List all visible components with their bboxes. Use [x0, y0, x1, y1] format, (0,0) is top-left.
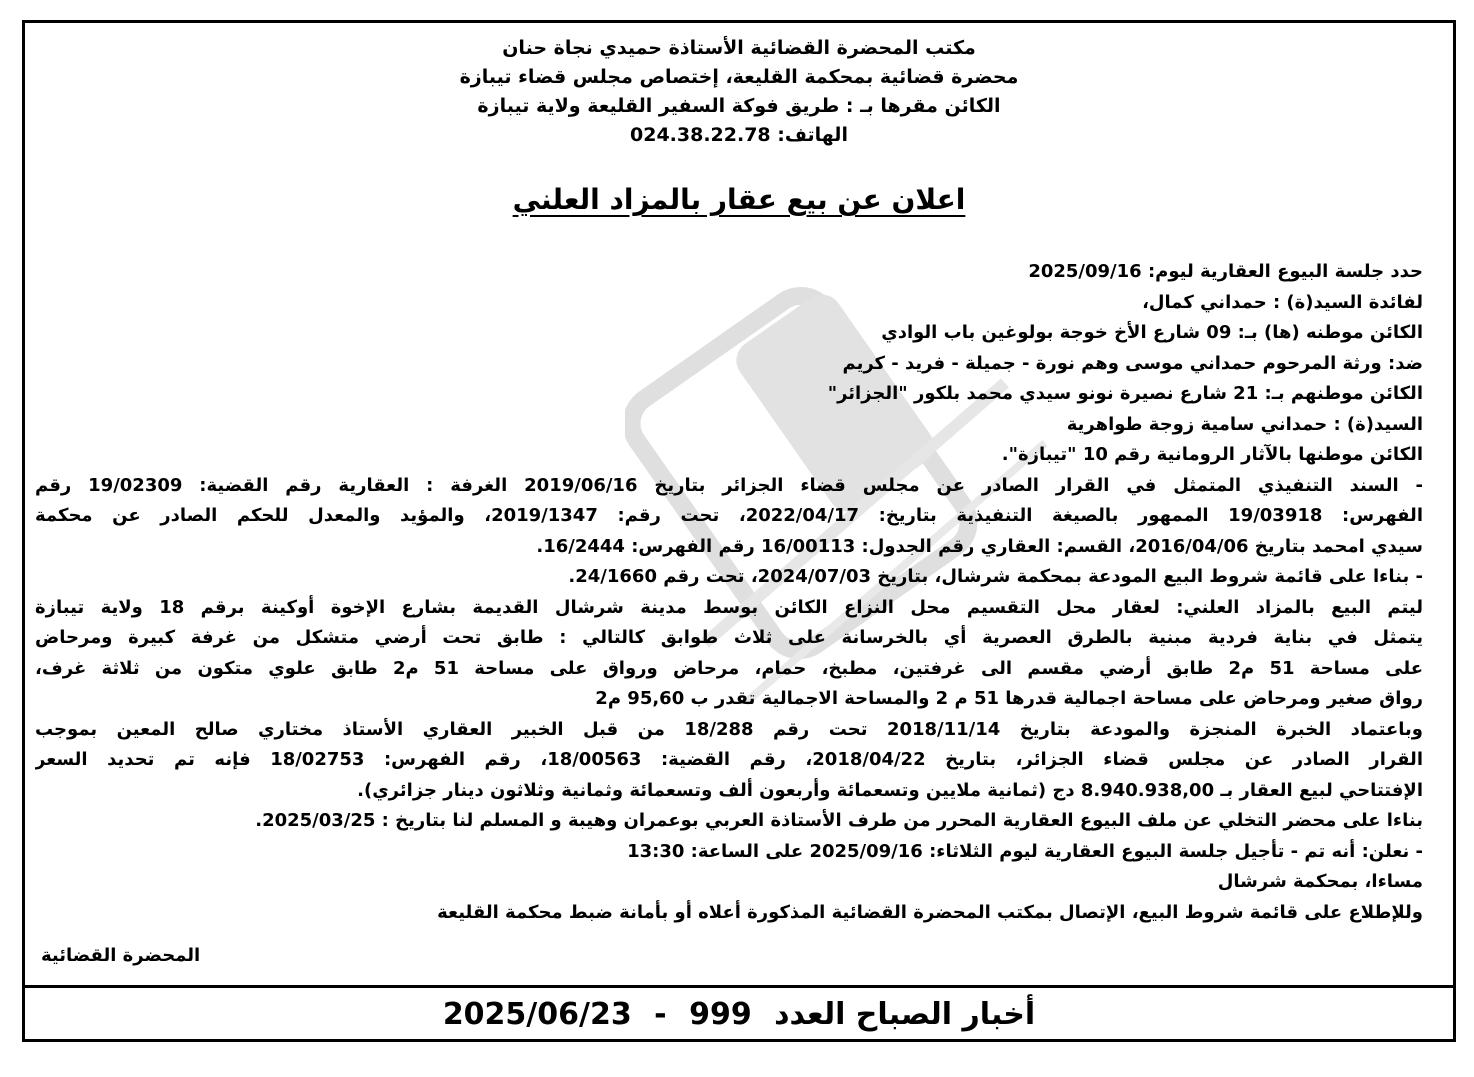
body-line: - السند التنفيذي المتمثل في القرار الصادر عن مجلس قضاء الجزائر بتاريخ 2019/06/16 الغرفة : العقارية رقم القضية: 19/02309 رقم [35, 474, 1423, 496]
body-line: الكائن موطنها بالآثار الرومانية رقم 10 "تيبازة". [1001, 444, 1423, 465]
announcement-body [35, 257, 1423, 928]
body-line: السيد(ة) : حمداني سامية زوجة طواهرية [1066, 413, 1423, 435]
header-phone: الهاتف: 024.38.22.78 [630, 124, 848, 146]
body-line: ليتم البيع بالمزاد العلني: لعقار محل التقسيم محل النزاع الكائن بوسط مدينة شرشال القديمة بشارع الإخوة أوكينة برقم 18 ولاية تيبازة [35, 596, 1423, 618]
body-line: ضد: ورثة المرحوم حمداني موسى وهم نورة - جميلة - فريد - كريم [842, 352, 1423, 374]
body-line: الكائن موطنه (ها) بـ: 09 شارع الأخ خوجة بولوغين باب الوادي [881, 322, 1423, 343]
body-line: القرار الصادر عن مجلس قضاء الجزائر، بتاريخ 2018/04/22، رقم القضية: 18/00563، رقم الفهرس: 18/02753 فإنه تم تحديد السعر [35, 749, 1423, 770]
body-line: - نعلن: أنه تم - تأجيل جلسة البيوع العقارية ليوم الثلاثاء: 2025/09/16 على الساعة: 13:30 [627, 840, 1423, 862]
body-line: وللإطلاع على قائمة شروط البيع، الإتصال بمكتب المحضرة القضائية المذكورة أعلاه أو بأمانة ضبط محكمة القليعة [437, 901, 1423, 923]
header-office-name: مكتب المحضرة القضائية الأستاذة حميدي نجاة حنان [502, 37, 976, 59]
newspaper-footer [25, 993, 1453, 1037]
body-line: مساءا، بمحكمة شرشال [1217, 871, 1423, 892]
footer-separator: - [654, 997, 667, 1032]
body-line: - بناءا على قائمة شروط البيع المودعة بمحكمة شرشال، بتاريخ 2024/07/03، تحت رقم 24/1660. [568, 566, 1423, 587]
body-line: رواق صغير ومرحاض على مساحة اجمالية قدرها 51 م 2 والمساحة الاجمالية تقدر ب 95,60 م2 [595, 688, 1423, 709]
signature: المحضرة القضائية [41, 945, 201, 966]
body-line: سيدي امحمد بتاريخ 2016/04/06، القسم: العقاري رقم الجدول: 16/00113 رقم الفهرس: 16/2444. [536, 535, 1423, 557]
body-line: على مساحة 51 م2 طابق أرضي مقسم الى غرفتين، مطبخ، حمام، مرحاض ورواق على مساحة 51 م2 طابق علوي متكون من ثلاثة غرف، [35, 657, 1423, 679]
body-line: لفائدة السيد(ة) : حمداني كمال، [1142, 291, 1423, 313]
body-line: يتمثل في بناية فردية مبنية بالطرق العصرية أي بالخرسانة على ثلاث طوابق كالتالي : طابق تحت أرضي متشكل من غرفة كبيرة ومرحاض [35, 627, 1423, 648]
announcement-title: اعلان عن بيع عقار بالمزاد العلني [512, 183, 966, 216]
footer-divider [25, 985, 1453, 988]
body-line: الإفتتاحي لبيع العقار بـ 8.940.938,00 دج (ثمانية ملايين وتسعمائة وأربعون ألف وتسعمائة وثمانية وثلاثون دينار جزائري). [357, 779, 1423, 801]
body-line: وباعتماد الخبرة المنجزة والمودعة بتاريخ 2018/11/14 تحت رقم 18/288 من قبل الخبير العقاري الأستاذ مختاري صالح المعين بموجب [35, 718, 1423, 740]
body-line: الفهرس: 19/03918 الممهور بالصيغة التنفيذية بتاريخ: 2022/04/17، تحت رقم: 2019/1347، والمؤيد والمعدل للحكم الصادر عن محكمة [35, 505, 1423, 526]
footer-date: 2025/06/23 [442, 997, 632, 1032]
header-address: الكائن مقرها بـ : طريق فوكة السفير القليعة ولاية تيبازة [477, 95, 1001, 117]
body-line: حدد جلسة البيوع العقارية ليوم: 2025/09/16 [1028, 261, 1423, 282]
header-jurisdiction: محضرة قضائية بمحكمة القليعة، إختصاص مجلس قضاء تيبازة [459, 66, 1019, 88]
footer-issue-number: 999 [689, 997, 752, 1032]
announcement-title-wrap [25, 183, 1453, 216]
body-line: الكائن موطنهم بـ: 21 شارع نصيرة نونو سيدي محمد بلكور "الجزائر" [827, 383, 1423, 404]
body-line: بناءا على محضر التخلي عن ملف البيوع العقارية المحرر من طرف الأستاذة العربي بوعمران وهيبة و المسلم لنا بتاريخ : 2025/03/25. [255, 810, 1423, 831]
announcement-frame [22, 20, 1456, 1042]
footer-newspaper-name: أخبار الصباح العدد [774, 997, 1036, 1032]
